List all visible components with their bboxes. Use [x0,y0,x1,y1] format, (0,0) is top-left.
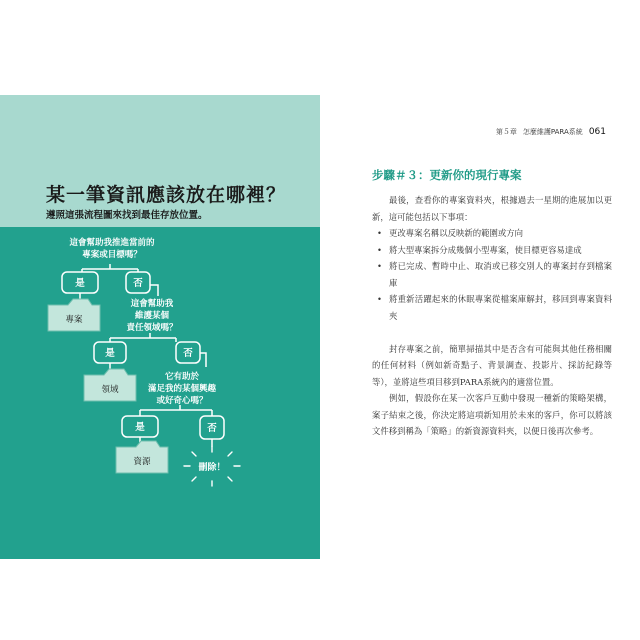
question-3-line-1: 它有助於 [164,372,200,382]
question-1-line-2: 專案或目標嗎？ [82,250,142,260]
page-number: 061 [588,127,606,137]
question-3-line-3: 或好奇心嗎？ [156,396,208,406]
question-2-line-3: 責任領域嗎？ [126,323,178,333]
folder-label-areas: 領域 [101,385,119,395]
question-1-line-1: 這會幫助我推進當前的 [69,238,155,248]
intro-paragraph: 最後，查看你的專案資料夾，根據過去一星期的進展加以更新，這可能包括以下事項： [372,195,612,222]
step-heading: 步驟＃３：更新你的現行專案 [372,168,522,182]
paragraph-archive: 封存專案之前，簡單掃描其中是否含有可能與其他任務相關的任何材料（例如新奇點子、背景調查、投影片、採訪紀錄等等），並將這些項目移到PARA系統內的適當位置。 [372,343,612,387]
running-header [496,127,606,137]
page-subtitle: 遵照這張流程圖來找到最佳存放位置。 [46,210,208,221]
list-item: • 更改專案名稱以反映新的範圍或方向 [377,228,523,238]
chapter-subtitle: 怎麼維護PARA系統 [522,128,583,136]
no-label-3: 否 [207,423,217,434]
no-label-1: 否 [133,278,143,289]
question-2-line-2: 維護某個 [134,311,170,321]
bullet-list [372,225,612,324]
body-text [372,192,612,440]
delete-label: 刪除！ [198,463,226,473]
list-item: • 將已完成、暫時中止、取消或已移交別人的專案封存到檔案庫 [377,261,612,288]
yes-label-3: 是 [135,422,145,433]
flowchart [0,95,320,559]
right-page [320,95,640,559]
list-item: • 將重新活躍起來的休眠專案從檔案庫解封，移回到專案資料夾 [377,294,612,321]
left-page [0,95,320,559]
yes-label-1: 是 [75,278,85,289]
question-3-line-2: 滿足我的某個興趣 [147,384,217,394]
no-label-2: 否 [183,348,193,359]
chapter-label: 第５章 [495,128,517,136]
folder-label-resources: 資源 [133,457,151,467]
paragraph-example: 例如，假設你在某一次客戶互動中發現一種新的策略架構，案子結束之後，你決定將這項新知用於未來的客戶，你可以將該文件移到稱為「策略」的新資源資料夾，以便日後再次參考。 [372,393,612,436]
list-item: • 將大型專案拆分成幾個小型專案，使目標更容易達成 [377,244,582,255]
yes-label-2: 是 [105,348,115,359]
page-title: 某一筆資訊應該放在哪裡？ [46,184,287,206]
question-2-line-1: 這會幫助我 [130,299,174,309]
folder-label-projects: 專案 [65,315,83,325]
